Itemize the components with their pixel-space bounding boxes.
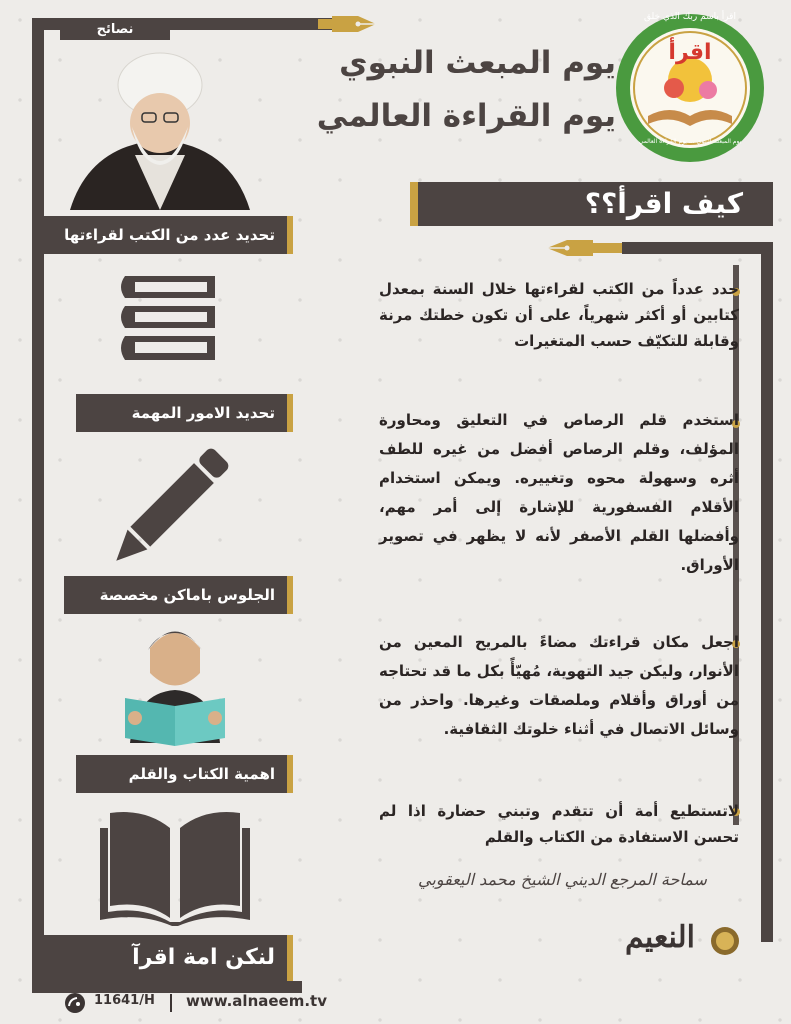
footer-separator: [170, 994, 172, 1012]
reader-icon: [120, 618, 230, 748]
section-title: كيف اقرأ؟؟: [584, 187, 743, 220]
sidebar-label-2: تحديد الامور المهمة: [76, 394, 293, 432]
bullet-text-4: لاتستطيع أمة أن تتقدم وتبني حضارة اذا لم تحسن الاستفادة من الكتاب والقلم: [379, 802, 739, 846]
brand-logo: [565, 920, 740, 960]
sidebar-label-3: الجلوس باماكن مخصصة: [64, 576, 293, 614]
sidebar-label-5: لنكن امة اقرآ: [40, 935, 293, 981]
pen-nib-icon: [318, 10, 378, 38]
section-title-accent: [410, 182, 418, 226]
pen-nib-icon-2: [545, 234, 625, 262]
footer-website[interactable]: www.alnaeem.tv: [186, 992, 327, 1010]
logo-center-text: اقرأ: [668, 40, 712, 65]
advice-tag-label: نصائح: [96, 22, 134, 37]
satellite-icon: [62, 992, 88, 1014]
content-right-rail: [761, 242, 773, 942]
advice-tag: [60, 20, 170, 40]
bullet-text-3: اجعل مكان قراءتك مضاءً بالمريح المعين من الأنوار، وليكن جيد التهوية، مُهيّأً بكل ما قد تحتاجه من أوراق وأقلام وملصقات وغيرها. واحذر من وسائل الاتصال في أثناء خلوتك الثقافية.: [379, 633, 739, 738]
pencil-icon: [108, 445, 233, 570]
books-stack-icon: [115, 268, 225, 368]
footer-code: 11641/H: [94, 993, 155, 1008]
page-title-line2: يوم القراءة العالمي: [316, 98, 616, 134]
logo-ring-text: اقرأ باسم ربك الذي خلق: [644, 12, 736, 22]
signature: سماحة المرجع الديني الشيخ محمد اليعقوبي: [418, 870, 707, 889]
seal-icon: [710, 926, 740, 956]
open-book-icon: [100, 808, 250, 928]
sidebar-label-1: تحديد عدد من الكتب لقراءتها: [40, 216, 293, 254]
sidebar-label-4: اهمية الكتاب والقلم: [76, 755, 293, 793]
bullet-text-1: حدد عدداً من الكتب لقراءتها خلال السنة بمعدل كتابين أو أكثر شهرياً، على أن تكون خطتك مرنة وقابلة للتكيّف حسب المتغيرات: [379, 280, 739, 350]
logo-bottom-text: يوم المبعث النبوي ... يوم القراءة العالمي: [638, 138, 742, 145]
page-title-line1: يوم المبعث النبوي: [339, 45, 616, 81]
portrait-image: [60, 45, 260, 210]
content-top-rail: [622, 242, 772, 254]
bullet-text-2: استخدم قلم الرصاص في التعليق ومحاورة المؤلف، وقلم الرصاص أفضل من غيره للطف أثره وسهولة محوه وتغييره. ويمكن استخدام الأقلام الفسفورية للإشارة إلى أمر مهم، وأفضلها القلم الأصفر لأنه لا يظهر في تصوير الأوراق.: [379, 411, 739, 574]
brand-text: النعيم: [624, 920, 695, 955]
left-rail: [32, 18, 44, 993]
